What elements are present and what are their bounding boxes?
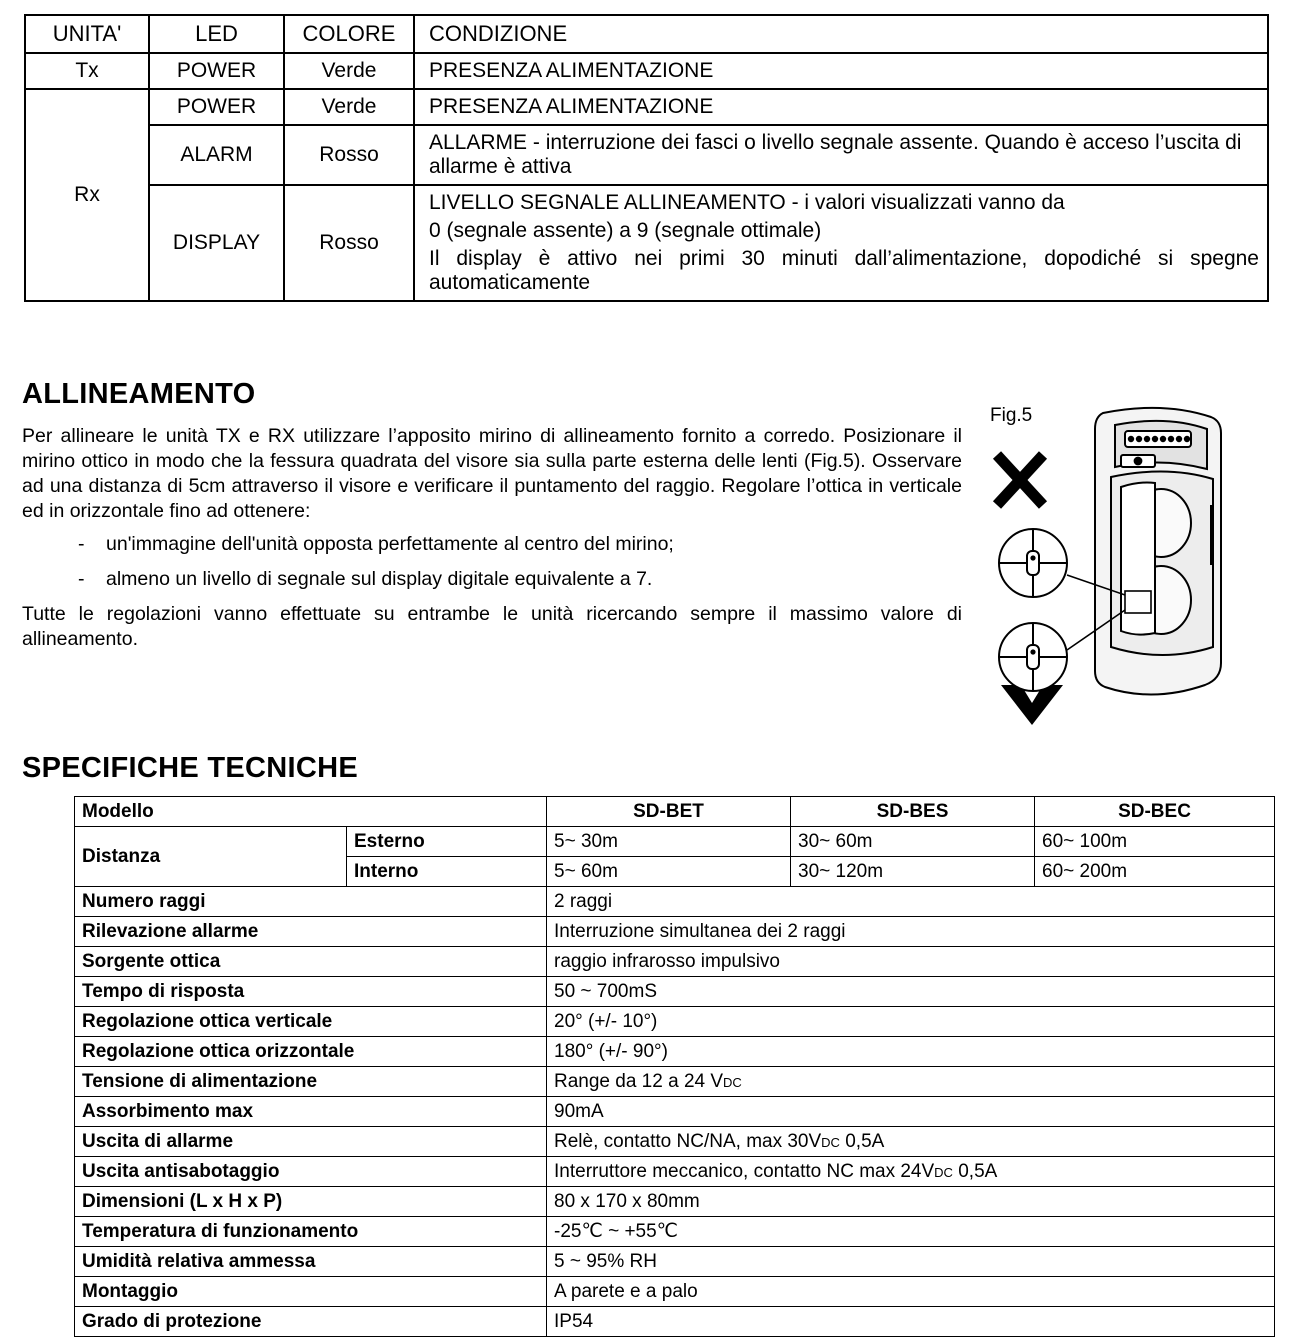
table-row-distanza-esterno [75,827,1275,857]
figure-5 [975,395,1275,735]
table-row [25,53,1268,89]
condizione-display-line2: 0 (segnale assente) a 9 (segnale ottimale) [429,219,822,242]
dash-bullet: - [78,568,85,590]
allineamento-paragraph-2: Tutte le regolazioni vanno effettuate su entrambe le unità ricercando sempre il massimo valore di allineamento. [22,603,962,650]
dash-bullet: - [78,533,85,555]
label-umidita: Umidità relativa ammessa [75,1247,547,1277]
value-interno-bec: 60~ 200m [1035,857,1275,887]
value-uscita-antisabotaggio: Interruttore meccanico, contatto NC max 24VDC 0,5A [547,1157,1275,1187]
cell-colore-rosso-display: Rosso [284,185,414,301]
sight-target-lower [999,623,1067,691]
table-row [75,1097,1275,1127]
table-row [25,185,1268,301]
cell-colore-verde-rx: Verde [284,89,414,125]
cell-led-display: DISPLAY [149,185,284,301]
table-row-modello [75,797,1275,827]
technical-specifications-table [74,796,1275,1337]
alignment-illustration [975,395,1275,735]
cell-condizione-display [414,185,1268,301]
table-row [25,125,1268,185]
value-regolazione-orizzontale: 180° (+/- 90°) [547,1037,1275,1067]
sublabel-esterno: Esterno [347,827,547,857]
cell-unita-tx: Tx [25,53,149,89]
value-tempo-di-risposta: 50 ~ 700mS [547,977,1275,1007]
value-interno-bet: 5~ 60m [547,857,791,887]
label-numero-raggi: Numero raggi [75,887,547,917]
value-assorbimento-max: 90mA [547,1097,1275,1127]
specifiche-heading: SPECIFICHE TECNICHE [22,752,359,784]
table-row [75,1067,1275,1097]
value-temperatura: -25℃ ~ +55℃ [547,1217,1275,1247]
table-row [75,1157,1275,1187]
figure-5-label: Fig.5 [990,405,1033,426]
value-grado-protezione: IP54 [547,1307,1275,1337]
cell-led-alarm: ALARM [149,125,284,185]
cell-unita-rx: Rx [25,89,149,301]
value-numero-raggi: 2 raggi [547,887,1275,917]
value-esterno-bet: 5~ 30m [547,827,791,857]
label-assorbimento-max: Assorbimento max [75,1097,547,1127]
table-row [25,89,1268,125]
label-tempo-di-risposta: Tempo di risposta [75,977,547,1007]
sublabel-interno: Interno [347,857,547,887]
table-row [75,1007,1275,1037]
table-header-row [25,15,1268,53]
allineamento-body [22,424,962,660]
value-umidita: 5 ~ 95% RH [547,1247,1275,1277]
cross-icon [997,455,1043,505]
header-led: LED [149,15,284,53]
label-regolazione-verticale: Regolazione ottica verticale [75,1007,547,1037]
table-row [75,947,1275,977]
table-row [75,1127,1275,1157]
value-tensione-alimentazione: Range da 12 a 24 VDC [547,1067,1275,1097]
table-row [75,1217,1275,1247]
value-rilevazione-allarme: Interruzione simultanea dei 2 raggi [547,917,1275,947]
model-sd-bet: SD-BET [547,797,791,827]
table-row [75,1037,1275,1067]
value-regolazione-verticale: 20° (+/- 10°) [547,1007,1275,1037]
table-row [75,1307,1275,1337]
list-item [22,532,962,557]
cell-colore-verde-tx: Verde [284,53,414,89]
cell-condizione-rx-power: PRESENZA ALIMENTAZIONE [414,89,1268,125]
cell-led-power-tx: POWER [149,53,284,89]
table-row [75,1187,1275,1217]
led-status-table [24,14,1269,302]
value-dimensioni: 80 x 170 x 80mm [547,1187,1275,1217]
label-grado-protezione: Grado di protezione [75,1307,547,1337]
list-item [22,567,962,592]
value-esterno-bes: 30~ 60m [791,827,1035,857]
label-montaggio: Montaggio [75,1277,547,1307]
value-montaggio: A parete e a palo [547,1277,1275,1307]
list-item-label: almeno un livello di segnale sul display digitale equivalente a 7. [106,568,653,590]
label-regolazione-orizzontale: Regolazione ottica orizzontale [75,1037,547,1067]
value-uscita-allarme: Relè, contatto NC/NA, max 30VDC 0,5A [547,1127,1275,1157]
label-uscita-allarme: Uscita di allarme [75,1127,547,1157]
allineamento-bullet-list [22,532,962,592]
value-esterno-bec: 60~ 100m [1035,827,1275,857]
cell-condizione-alarm: ALLARME - interruzione dei fasci o livello segnale assente. Quando è acceso l’uscita di allarme è attiva [414,125,1268,185]
label-tensione-alimentazione: Tensione di alimentazione [75,1067,547,1097]
header-unita: UNITA' [25,15,149,53]
label-modello: Modello [75,797,547,827]
allineamento-paragraph-1: Per allineare le unità TX e RX utilizzare l’apposito mirino di allineamento fornito a corredo. Posizionare il mirino ottico in modo che la fessura quadrata del visore sia sulla parte esterna delle lenti (Fig.5). Osservare ad una distanza di 5cm attraverso il visore e verificare il puntamento del raggio. Regolare l’ottica in verticale ed in orizzontale fino ad ottenere: [22,425,962,522]
label-uscita-antisabotaggio: Uscita antisabotaggio [75,1157,547,1187]
table-row [75,1247,1275,1277]
allineamento-heading: ALLINEAMENTO [22,378,256,410]
label-rilevazione-allarme: Rilevazione allarme [75,917,547,947]
sight-target-upper [999,529,1067,597]
cell-condizione-tx-power: PRESENZA ALIMENTAZIONE [414,53,1268,89]
model-sd-bec: SD-BEC [1035,797,1275,827]
label-temperatura: Temperatura di funzionamento [75,1217,547,1247]
table-row [75,1277,1275,1307]
label-dimensioni: Dimensioni (L x H x P) [75,1187,547,1217]
value-interno-bes: 30~ 120m [791,857,1035,887]
value-sorgente-ottica: raggio infrarosso impulsivo [547,947,1275,977]
cell-colore-rosso-alarm: Rosso [284,125,414,185]
list-item-label: un'immagine dell'unità opposta perfettamente al centro del mirino; [106,533,674,555]
condizione-display-line1: LIVELLO SEGNALE ALLINEAMENTO - i valori visualizzati vanno da [429,191,1065,214]
condizione-display-line3: Il display è attivo nei primi 30 minuti dall’alimentazione, dopodiché si spegne automaticamente [429,247,1259,294]
table-row [75,917,1275,947]
table-row [75,977,1275,1007]
header-condizione: CONDIZIONE [414,15,1268,53]
label-sorgente-ottica: Sorgente ottica [75,947,547,977]
cell-led-power-rx: POWER [149,89,284,125]
header-colore: COLORE [284,15,414,53]
label-distanza: Distanza [75,827,347,887]
table-row [75,887,1275,917]
model-sd-bes: SD-BES [791,797,1035,827]
